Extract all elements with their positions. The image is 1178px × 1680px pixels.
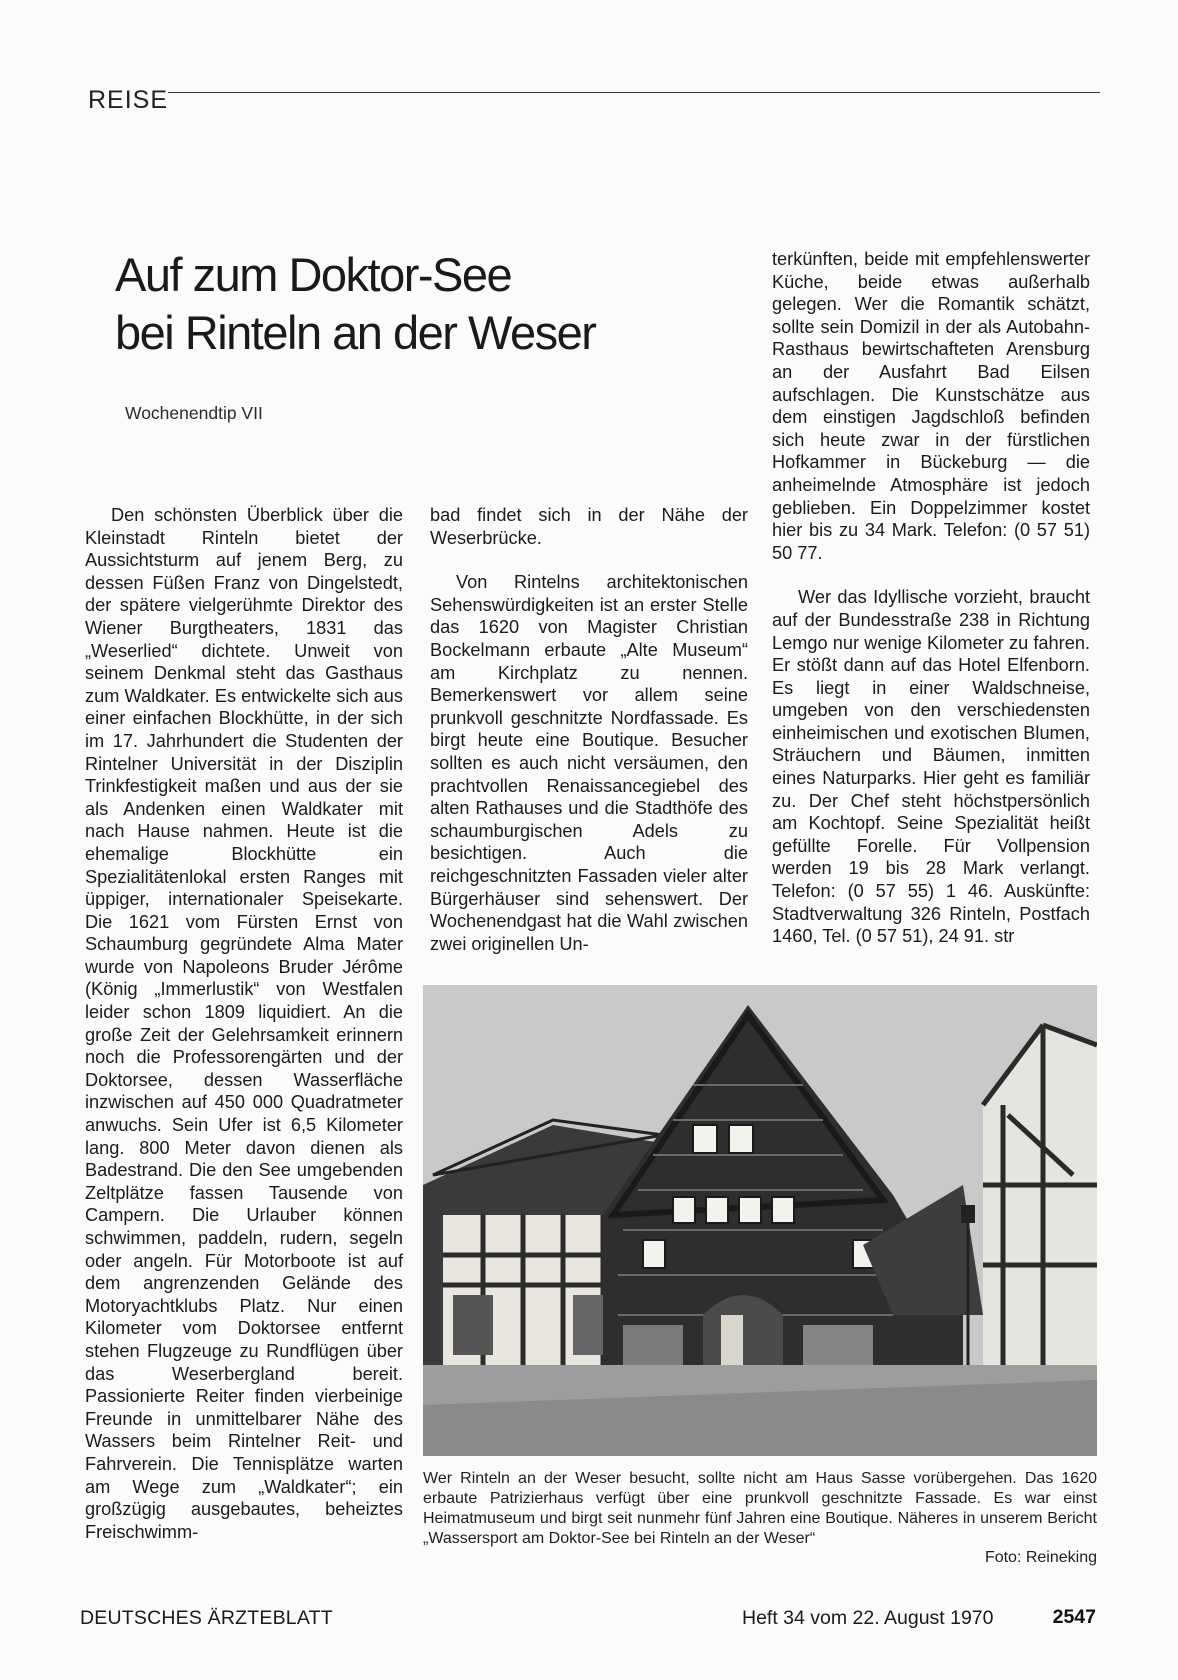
paragraph: Den schönsten Überblick über die Kleinstadt Rinteln bietet der Aussichtsturm auf jenem Berg, zu dessen Füßen Franz von Dingelstedt, der spätere vielgerühmte Direktor des Wiener Burgtheaters, 1831 das „Weserlied“ dichtete. Unweit von seinem Denkmal steht das Gasthaus zum Waldkater. Es entwickelte sich aus einer einfachen Blockhütte, in der sich im 17. Jahrhundert die Studenten der Rintelner Universität in der Disziplin Trinkfestigkeit maßen und aus der sie als Andenken einen Waldkater mit nach Hause nahmen. Heute ist die ehemalige Blockhütte ein Spezialitätenlokal ersten Ranges mit üppiger, internationaler Speisekarte. Die 1621 vom Fürsten Ernst von Schaumburg gegründete Alma Mater wurde von Napoleons Bruder Jérôme (König „Immerlustik“ von Westfalen leider schon 1809 liquidiert. An die große Zeit der Gelehrsamkeit erinnern noch die Professorengärten und der Doktorsee, dessen Wasserfläche inzwischen auf 450 000 Quadratmeter anwuchs. Sein Ufer ist 6,5 Kilometer lang. 800 Meter davon dienen als Badestrand. Die den See umgebenden Zeltplätze fassen Tausende von Campern. Die Urlauber können schwimmen, paddeln, rudern, segeln oder angeln. Für Motorboote ist auf dem angrenzenden Gelände des Motoryachtklubs Platz. Nur einen Kilometer vom Doktorsee entfernt stehen Flugzeuge zu Rundflügen über das Weserbergland bereit. Passionierte Reiter finden vierbeinige Freunde in unmittelbarer Nähe des Wassers beim Rintelner Reit- und Fahrverein. Die Tennisplätze warten am Wege zum „Waldkater“; ein großzügig ausgebautes, beheiztes Freischwimm- bbox=[85, 505, 403, 1542]
paragraph: bad findet sich in der Nähe der Weserbrücke. bbox=[430, 505, 748, 548]
text-column-2 bbox=[430, 504, 748, 955]
article-title bbox=[115, 246, 715, 362]
text-column-3 bbox=[772, 248, 1090, 948]
photo-caption: Wer Rinteln an der Weser besucht, sollte nicht am Haus Sasse vorübergehen. Das 1620 erbaute Patrizierhaus verfügt über eine prunkvoll geschnitzte Fassade. Es war einst Heimatmuseum und birgt seit nunmehr fünf Jahren eine Boutique. Näheres in unserem Bericht „Wassersport am Doktor-See bei Rinteln an der Weser“ bbox=[423, 1470, 1097, 1547]
photo-credit: Foto: Reineking bbox=[984, 1549, 1097, 1566]
half-timbered-house-illustration bbox=[423, 985, 1097, 1456]
footer-issue: Heft 34 vom 22. August 1970 bbox=[742, 1607, 994, 1629]
paragraph: Wer das Idyllische vorzieht, braucht auf der Bundesstraße 238 in Richtung Lemgo nur wenige Kilometer zu fahren. Er stößt dann auf das Hotel Elfenborn. Es liegt in einer Waldschneise, umgeben von den verschiedensten einheimischen und exotischen Blumen, Sträuchern und Bäumen, inmitten eines Naturparks. Hier geht es familiär zu. Der Chef steht höchstpersönlich am Kochtopf. Seine Spezialität heißt gefüllte Forelle. Für Vollpension werden 19 bis 28 Mark verlangt. Telefon: (0 57 55) 1 46. Auskünfte: Stadtverwaltung 326 Rinteln, Postfach 1460, Tel. (0 57 51), 24 91. str bbox=[772, 587, 1090, 947]
paragraph: Von Rintelns architektonischen Sehenswürdigkeiten ist an erster Stelle das 1620 von Magister Christian Bockelmann erbaute „Alte Museum“ am Kirchplatz zu nennen. Bemerkenswert vor allem seine prunkvoll geschnitzte Nordfassade. Es birgt heute eine Boutique. Besucher sollten es auch nicht versäumen, den prachtvollen Renaissancegiebel des alten Rathauses und die Stadthöfe des schaumburgischen Adels zu besichtigen. Auch die reichgeschnitzten Fassaden vieler alter Bürgerhäuser sind sehenswert. Der Wochenendgast hat die Wahl zwischen zwei originellen Un- bbox=[430, 572, 748, 954]
title-line-2: bei Rinteln an der Weser bbox=[115, 306, 596, 359]
title-line-1: Auf zum Doktor-See bbox=[115, 248, 512, 301]
header-rule bbox=[168, 92, 1100, 93]
article-subtitle: Wochenendtip VII bbox=[125, 403, 263, 423]
page-number: 2547 bbox=[1052, 1606, 1096, 1628]
paragraph: terkünften, beide mit empfehlenswerter Küche, beide etwas außerhalb gelegen. Wer die Romantik schätzt, sollte sein Domizil in der als Autobahn-Rasthaus bewirtschafteten Arensburg an der Ausfahrt Bad Eilsen aufschlagen. Die Kunstschätze aus dem einstigen Jagdschloß befinden sich heute zwar in der fürstlichen Hofkammer in Bückeburg — die anheimelnde Atmosphäre ist jedoch geblieben. Ein Doppelzimmer kostet hier bis zu 34 Mark. Telefon: (0 57 51) 50 77. bbox=[772, 249, 1090, 563]
house-photo bbox=[423, 985, 1097, 1456]
footer-journal: DEUTSCHES ÄRZTEBLATT bbox=[80, 1607, 333, 1629]
text-column-1 bbox=[85, 504, 403, 1543]
section-label: REISE bbox=[88, 86, 169, 114]
